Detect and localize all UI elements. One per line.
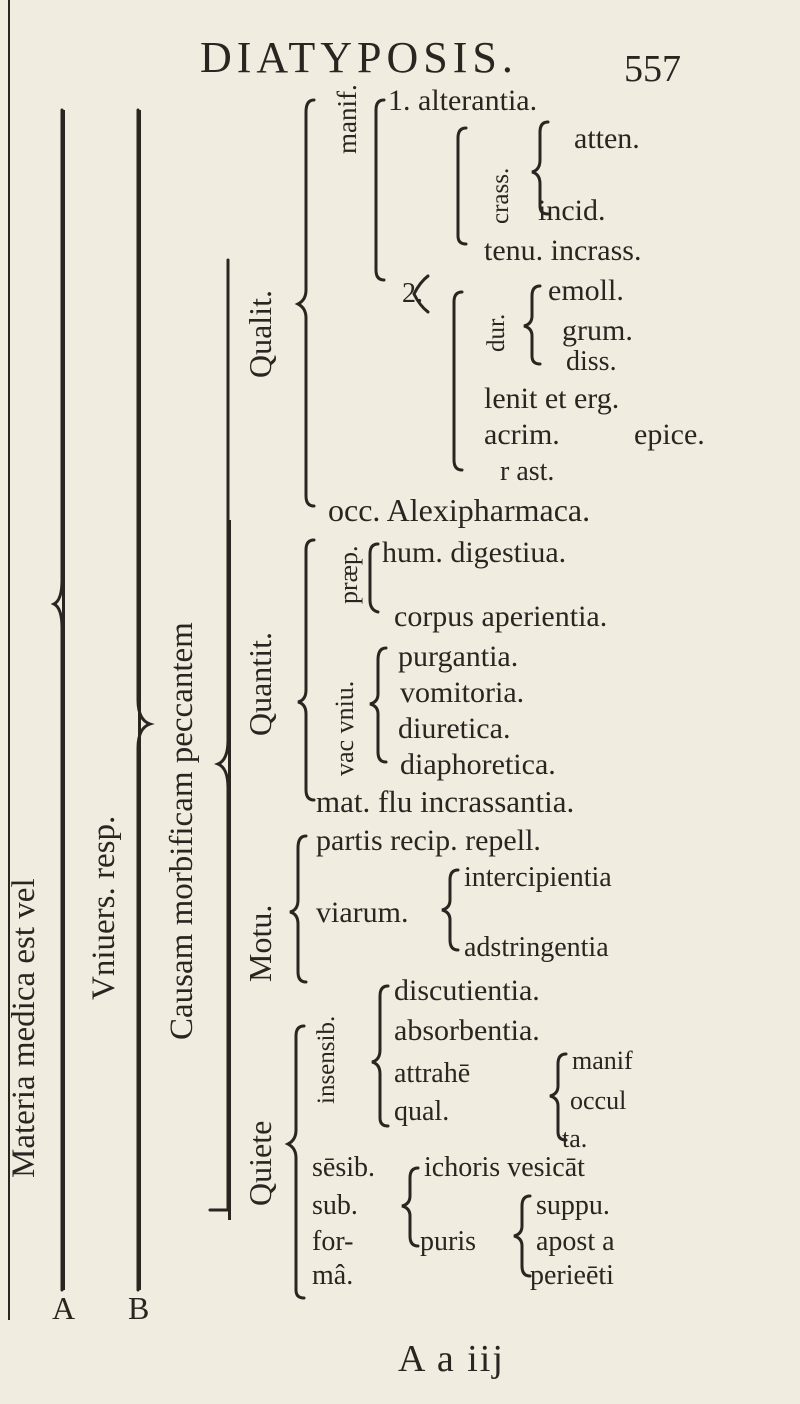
motu-label: Motu.: [242, 904, 278, 982]
motu-adstring: adstringentia: [464, 932, 609, 963]
quiete-ma: mâ.: [312, 1260, 354, 1291]
quantit-diuretica: diuretica.: [398, 712, 511, 745]
qualit-incid: incid.: [538, 194, 606, 227]
quantit-mat: mat. flu incrassantia.: [316, 784, 575, 819]
motu-partis: partis recip. repell.: [316, 824, 541, 857]
marker-a: A: [52, 1290, 76, 1326]
qualit-emoll: emoll.: [548, 274, 624, 307]
qualit-dur-label: dur.: [483, 313, 510, 352]
motu-intercip: intercipientia: [464, 862, 612, 893]
quiete-apost: apost a: [536, 1226, 615, 1257]
qualit-two: 2.: [402, 278, 423, 309]
quantit-purgantia: purgantia.: [398, 640, 519, 673]
qualit-epice: epice.: [634, 418, 705, 451]
spine-root-label: Materia medica est vel: [6, 878, 42, 1178]
quiete-occul: occul: [570, 1086, 627, 1115]
qualit-crass-label: crass.: [487, 167, 514, 224]
running-title: DIATYPOSIS.: [200, 33, 518, 82]
spine-level2-label: Vniuers. resp.: [86, 815, 122, 1000]
quiete-sub: sub.: [312, 1190, 358, 1221]
quantit-praep-label: præp.: [334, 545, 363, 604]
quiete-qual: qual.: [394, 1096, 450, 1127]
quantit-vac-label: vac vniu.: [330, 680, 359, 776]
quiete-absorb: absorbentia.: [394, 1014, 540, 1047]
quantit-hum: hum. digestiua.: [382, 536, 567, 569]
qualit-alterantia: 1. alterantia.: [388, 84, 538, 117]
quiete-attrahe: attrahē: [394, 1058, 471, 1089]
quiete-ta: ta.: [562, 1124, 588, 1153]
qualit-grum: grum.: [562, 314, 633, 347]
quiete-puris: puris: [420, 1226, 476, 1257]
signature-mark: A a iij: [398, 1338, 505, 1380]
qualit-atten: atten.: [574, 122, 640, 155]
quiete-insens-label: insensib.: [313, 1015, 340, 1104]
quantit-corpus: corpus aperientia.: [394, 600, 608, 633]
quantit-diaphoretica: diaphoretica.: [400, 748, 556, 781]
quiete-discut: discutientia.: [394, 974, 540, 1007]
quiete-ichoris: ichoris vesicāt: [424, 1152, 585, 1183]
qualit-diss: diss.: [566, 346, 617, 377]
qualit-acrim: acrim.: [484, 418, 560, 451]
quantit-vomitoria: vomitoria.: [400, 676, 525, 709]
qualit-lenit: lenit et erg.: [484, 382, 620, 415]
qualit-manif-label: manif.: [332, 84, 362, 154]
page-number: 557: [624, 48, 681, 90]
quiete-label: Quiete: [242, 1120, 278, 1206]
qualit-tenu: tenu. incrass.: [484, 234, 642, 267]
quantit-label: Quantit.: [242, 632, 278, 736]
quiete-for: for-: [312, 1226, 354, 1257]
quiete-manif: manif: [572, 1046, 633, 1075]
qualit-rast: r ast.: [500, 456, 555, 487]
marker-b: B: [128, 1290, 150, 1326]
quiete-sens: sēsib.: [312, 1152, 375, 1183]
motu-viarum: viarum.: [316, 896, 409, 929]
spine-level3-label: Causam morbificam peccantem: [164, 622, 200, 1040]
qualit-label: Qualit.: [242, 290, 278, 378]
quiete-periecti: perieēti: [530, 1260, 614, 1291]
quiete-suppu: suppu.: [536, 1190, 610, 1221]
qualit-occ: occ. Alexipharmaca.: [328, 492, 591, 528]
